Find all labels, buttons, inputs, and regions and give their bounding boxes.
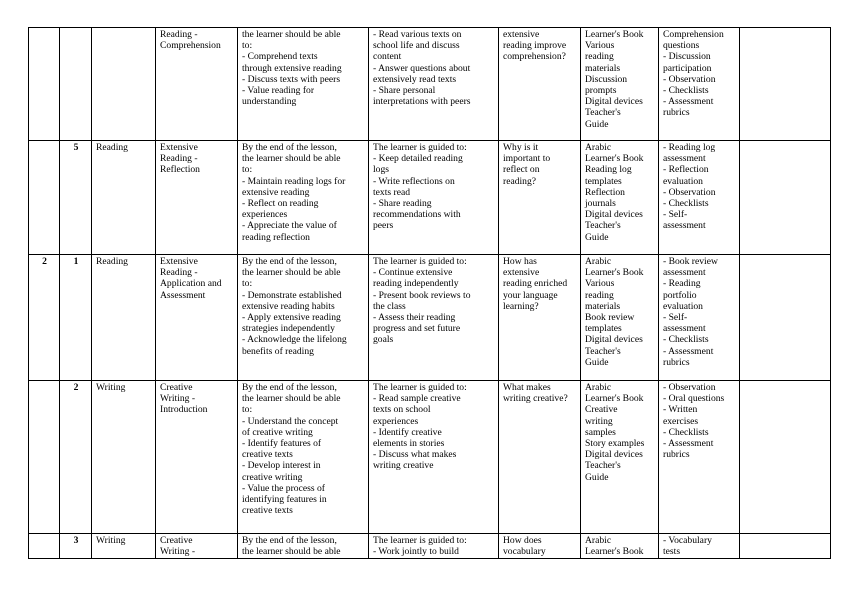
cell-line: - Checklists bbox=[663, 426, 709, 438]
cell-line: Extensive bbox=[160, 256, 198, 267]
cell-line: reading bbox=[585, 289, 614, 301]
cell-line: templates bbox=[585, 323, 622, 335]
cell-line: - Self- bbox=[663, 312, 688, 324]
cell-line: the learner should be able bbox=[242, 267, 341, 279]
cell-line: materials bbox=[585, 300, 621, 312]
lesson-cell: 1 bbox=[60, 255, 92, 381]
cell-line: How does bbox=[503, 535, 542, 546]
strand-cell: Reading bbox=[92, 141, 156, 255]
strand-cell: Writing bbox=[92, 381, 156, 534]
cell-line: extensive reading habits bbox=[242, 300, 335, 312]
cell-line: - Understand the concept bbox=[242, 415, 339, 427]
cell-line: - Reflect on reading bbox=[242, 198, 319, 210]
cell-line: evaluation bbox=[663, 300, 703, 312]
cell-line: tests bbox=[663, 546, 681, 558]
cell-line: Digital devices bbox=[585, 449, 643, 461]
strand-cell: Reading bbox=[92, 255, 156, 381]
cell-line: to: bbox=[242, 404, 253, 416]
strand-cell bbox=[92, 28, 156, 141]
cell-line: - Assessment bbox=[663, 438, 714, 450]
cell-line: - Discussion bbox=[663, 51, 711, 63]
week-cell bbox=[29, 28, 60, 141]
cell-line: writing bbox=[585, 415, 613, 427]
table-row bbox=[29, 534, 831, 559]
cell-line: The learner is guided to: bbox=[373, 535, 467, 546]
cell-line: - Discuss what makes bbox=[373, 449, 457, 461]
cell-line: Assessment bbox=[160, 289, 206, 301]
cell-line: - Identify creative bbox=[373, 426, 442, 438]
cell-line: exercises bbox=[663, 415, 699, 427]
cell-line: reflect on bbox=[503, 164, 540, 176]
sub-strand-cell bbox=[156, 381, 238, 534]
cell-line: elements in stories bbox=[373, 438, 445, 450]
table-row bbox=[29, 141, 831, 255]
cell-line: Various bbox=[585, 278, 615, 290]
cell-line: rubrics bbox=[663, 356, 690, 368]
cell-line: writing creative bbox=[373, 460, 434, 472]
cell-line: - Assessment bbox=[663, 345, 714, 357]
cell-line: Teacher's bbox=[585, 220, 621, 232]
cell-line: assessment bbox=[663, 220, 706, 232]
cell-line: - Observation bbox=[663, 186, 716, 198]
cell-line: Creative bbox=[160, 382, 193, 393]
inquiry-question-cell bbox=[499, 28, 581, 141]
lesson-cell: 5 bbox=[60, 141, 92, 255]
cell-line: writing creative? bbox=[503, 393, 568, 405]
cell-line: templates bbox=[585, 175, 622, 187]
cell-line: - Answer questions about bbox=[373, 62, 471, 74]
cell-line: understanding bbox=[242, 96, 297, 108]
cell-line: Reflection bbox=[160, 164, 200, 176]
cell-line: journals bbox=[585, 198, 616, 210]
cell-line: the class bbox=[373, 300, 406, 312]
cell-line: rubrics bbox=[663, 449, 690, 461]
reflection-cell bbox=[740, 141, 831, 255]
cell-line: extensive reading bbox=[242, 186, 310, 198]
table-row bbox=[29, 28, 831, 141]
cell-line: assessment bbox=[663, 267, 706, 279]
cell-line: Digital devices bbox=[585, 96, 643, 108]
learning-outcomes-cell bbox=[238, 534, 369, 559]
cell-line: - Book review bbox=[663, 256, 718, 267]
cell-line: Various bbox=[585, 40, 615, 52]
cell-line: - Checklists bbox=[663, 198, 709, 210]
cell-line: - Reading log bbox=[663, 142, 716, 153]
cell-line: Guide bbox=[585, 118, 609, 130]
table-row bbox=[29, 381, 831, 534]
cell-line: The learner is guided to: bbox=[373, 382, 467, 393]
cell-line: extensively read texts bbox=[373, 73, 457, 85]
cell-line: Why is it bbox=[503, 142, 539, 153]
cell-line: - Share personal bbox=[373, 85, 436, 97]
cell-line: assessment bbox=[663, 153, 706, 165]
cell-line: of creative writing bbox=[242, 426, 313, 438]
cell-line: Guide bbox=[585, 356, 609, 368]
cell-line: reading reflection bbox=[242, 231, 310, 243]
cell-line: - Present book reviews to bbox=[373, 289, 471, 301]
cell-line: Reading - bbox=[160, 29, 198, 40]
cell-line: logs bbox=[373, 164, 389, 176]
cell-line: - Demonstrate established bbox=[242, 289, 342, 301]
cell-line: By the end of the lesson, bbox=[242, 535, 337, 546]
week-cell: 2 bbox=[29, 255, 60, 381]
sub-strand-cell bbox=[156, 28, 238, 141]
cell-line: prompts bbox=[585, 85, 617, 97]
cell-line: reading enriched bbox=[503, 278, 568, 290]
cell-line: comprehension? bbox=[503, 51, 566, 63]
cell-line: progress and set future bbox=[373, 323, 461, 335]
cell-line: reading bbox=[585, 51, 614, 63]
cell-line: creative texts bbox=[242, 449, 293, 461]
cell-line: Reading - bbox=[160, 267, 198, 279]
cell-line: - Reading bbox=[663, 278, 701, 290]
cell-line: - Vocabulary bbox=[663, 535, 712, 546]
cell-line: - Comprehend texts bbox=[242, 51, 318, 63]
cell-line: important to bbox=[503, 153, 551, 165]
cell-line: peers bbox=[373, 220, 394, 232]
cell-line: Teacher's bbox=[585, 460, 621, 472]
cell-line: identifying features in bbox=[242, 494, 327, 506]
sub-strand-cell bbox=[156, 255, 238, 381]
lesson-cell: 3 bbox=[60, 534, 92, 559]
cell-line: to: bbox=[242, 278, 253, 290]
cell-line: Learner's Book bbox=[585, 546, 644, 558]
cell-line: texts read bbox=[373, 186, 411, 198]
learning-experiences-cell bbox=[369, 534, 499, 559]
cell-line: participation bbox=[663, 62, 712, 74]
cell-line: - Write reflections on bbox=[373, 175, 455, 187]
cell-line: Learner's Book bbox=[585, 393, 644, 405]
cell-line: goals bbox=[373, 334, 394, 346]
cell-line: assessment bbox=[663, 323, 706, 335]
sub-strand-cell bbox=[156, 141, 238, 255]
cell-line: learning? bbox=[503, 300, 539, 312]
cell-line: recommendations with bbox=[373, 209, 461, 221]
reflection-cell bbox=[740, 28, 831, 141]
cell-line: Writing - bbox=[160, 393, 196, 405]
cell-line: - Keep detailed reading bbox=[373, 153, 463, 165]
assessment-cell bbox=[659, 141, 740, 255]
cell-line: content bbox=[373, 51, 402, 63]
reflection-cell bbox=[740, 255, 831, 381]
inquiry-question-cell bbox=[499, 381, 581, 534]
cell-line: - Apply extensive reading bbox=[242, 312, 341, 324]
cell-line: extensive bbox=[503, 267, 540, 279]
cell-line: Guide bbox=[585, 471, 609, 483]
cell-line: samples bbox=[585, 426, 616, 438]
cell-line: - Written bbox=[663, 404, 698, 416]
learning-outcomes-cell bbox=[238, 28, 369, 141]
reflection-cell bbox=[740, 534, 831, 559]
cell-line: - Value reading for bbox=[242, 85, 315, 97]
cell-line: Reading log bbox=[585, 164, 632, 176]
assessment-cell bbox=[659, 255, 740, 381]
cell-line: evaluation bbox=[663, 175, 703, 187]
learning-resources-cell bbox=[581, 534, 659, 559]
cell-line: Reflection bbox=[585, 186, 625, 198]
cell-line: By the end of the lesson, bbox=[242, 142, 337, 153]
cell-line: - Work jointly to build bbox=[373, 546, 459, 558]
cell-line: By the end of the lesson, bbox=[242, 382, 337, 393]
cell-line: benefits of reading bbox=[242, 345, 314, 357]
cell-line: portfolio bbox=[663, 289, 697, 301]
cell-line: - Observation bbox=[663, 382, 716, 393]
learning-experiences-cell bbox=[369, 28, 499, 141]
reflection-cell bbox=[740, 381, 831, 534]
week-cell bbox=[29, 534, 60, 559]
learning-experiences-cell bbox=[369, 381, 499, 534]
cell-line: - Reflection bbox=[663, 164, 709, 176]
learning-resources-cell bbox=[581, 255, 659, 381]
cell-line: Arabic bbox=[585, 382, 612, 393]
cell-line: reading independently bbox=[373, 278, 459, 290]
cell-line: - Read various texts on bbox=[373, 29, 462, 40]
cell-line: to: bbox=[242, 40, 253, 52]
cell-line: Creative bbox=[585, 404, 618, 416]
inquiry-question-cell bbox=[499, 255, 581, 381]
cell-line: - Checklists bbox=[663, 334, 709, 346]
cell-line: questions bbox=[663, 40, 700, 52]
assessment-cell bbox=[659, 534, 740, 559]
cell-line: experiences bbox=[242, 209, 288, 221]
cell-line: Writing - bbox=[160, 546, 196, 558]
cell-line: Teacher's bbox=[585, 345, 621, 357]
cell-line: Learner's Book bbox=[585, 153, 644, 165]
cell-line: strategies independently bbox=[242, 323, 335, 335]
learning-outcomes-cell bbox=[238, 255, 369, 381]
cell-line: texts on school bbox=[373, 404, 431, 416]
cell-line: creative writing bbox=[242, 471, 303, 483]
assessment-cell bbox=[659, 381, 740, 534]
cell-line: - Maintain reading logs for bbox=[242, 175, 346, 187]
cell-line: the learner should be able bbox=[242, 546, 341, 558]
scheme-of-work-table bbox=[28, 27, 831, 559]
cell-line: Digital devices bbox=[585, 209, 643, 221]
cell-line: - Continue extensive bbox=[373, 267, 453, 279]
cell-line: - Assessment bbox=[663, 96, 714, 108]
cell-line: How has bbox=[503, 256, 537, 267]
cell-line: - Discuss texts with peers bbox=[242, 73, 341, 85]
cell-line: creative texts bbox=[242, 505, 293, 517]
cell-line: Guide bbox=[585, 231, 609, 243]
table-body bbox=[29, 28, 831, 559]
cell-line: materials bbox=[585, 62, 621, 74]
learning-resources-cell bbox=[581, 28, 659, 141]
cell-line: - Checklists bbox=[663, 85, 709, 97]
cell-line: Comprehension bbox=[663, 29, 724, 40]
cell-line: - Value the process of bbox=[242, 482, 325, 494]
cell-line: school life and discuss bbox=[373, 40, 460, 52]
cell-line: reading? bbox=[503, 175, 537, 187]
cell-line: The learner is guided to: bbox=[373, 142, 467, 153]
cell-line: Digital devices bbox=[585, 334, 643, 346]
cell-line: The learner is guided to: bbox=[373, 256, 467, 267]
cell-line: - Identify features of bbox=[242, 438, 322, 450]
cell-line: Comprehension bbox=[160, 40, 221, 52]
sub-strand-cell bbox=[156, 534, 238, 559]
cell-line: - Self- bbox=[663, 209, 688, 221]
cell-line: Teacher's bbox=[585, 107, 621, 119]
learning-resources-cell bbox=[581, 141, 659, 255]
cell-line: your language bbox=[503, 289, 558, 301]
cell-line: Discussion bbox=[585, 73, 628, 85]
cell-line: Creative bbox=[160, 535, 193, 546]
table-row bbox=[29, 255, 831, 381]
cell-line: Learner's Book bbox=[585, 29, 644, 40]
cell-line: the learner should be able bbox=[242, 153, 341, 165]
cell-line: Learner's Book bbox=[585, 267, 644, 279]
week-cell bbox=[29, 381, 60, 534]
assessment-cell bbox=[659, 28, 740, 141]
cell-line: - Appreciate the value of bbox=[242, 220, 337, 232]
cell-line: rubrics bbox=[663, 107, 690, 119]
cell-line: vocabulary bbox=[503, 546, 546, 558]
cell-line: extensive bbox=[503, 29, 540, 40]
cell-line: - Oral questions bbox=[663, 393, 725, 405]
cell-line: the learner should be able bbox=[242, 29, 341, 40]
lesson-cell: 2 bbox=[60, 381, 92, 534]
cell-line: Arabic bbox=[585, 256, 612, 267]
cell-line: through extensive reading bbox=[242, 62, 342, 74]
week-cell bbox=[29, 141, 60, 255]
inquiry-question-cell bbox=[499, 534, 581, 559]
cell-line: Book review bbox=[585, 312, 635, 324]
learning-experiences-cell bbox=[369, 141, 499, 255]
cell-line: the learner should be able bbox=[242, 393, 341, 405]
cell-line: experiences bbox=[373, 415, 419, 427]
cell-line: Story examples bbox=[585, 438, 645, 450]
cell-line: Arabic bbox=[585, 535, 612, 546]
cell-line: - Acknowledge the lifelong bbox=[242, 334, 347, 346]
cell-line: What makes bbox=[503, 382, 551, 393]
learning-resources-cell bbox=[581, 381, 659, 534]
cell-line: - Share reading bbox=[373, 198, 432, 210]
cell-line: - Read sample creative bbox=[373, 393, 461, 405]
strand-cell: Writing bbox=[92, 534, 156, 559]
cell-line: - Observation bbox=[663, 73, 716, 85]
cell-line: By the end of the lesson, bbox=[242, 256, 337, 267]
cell-line: Application and bbox=[160, 278, 222, 290]
inquiry-question-cell bbox=[499, 141, 581, 255]
lesson-cell bbox=[60, 28, 92, 141]
learning-outcomes-cell bbox=[238, 141, 369, 255]
cell-line: - Develop interest in bbox=[242, 460, 321, 472]
cell-line: Reading - bbox=[160, 153, 198, 165]
cell-line: - Assess their reading bbox=[373, 312, 456, 324]
learning-outcomes-cell bbox=[238, 381, 369, 534]
cell-line: Extensive bbox=[160, 142, 198, 153]
cell-line: Introduction bbox=[160, 404, 208, 416]
cell-line: reading improve bbox=[503, 40, 567, 52]
learning-experiences-cell bbox=[369, 255, 499, 381]
cell-line: Arabic bbox=[585, 142, 612, 153]
cell-line: interpretations with peers bbox=[373, 96, 471, 108]
cell-line: to: bbox=[242, 164, 253, 176]
